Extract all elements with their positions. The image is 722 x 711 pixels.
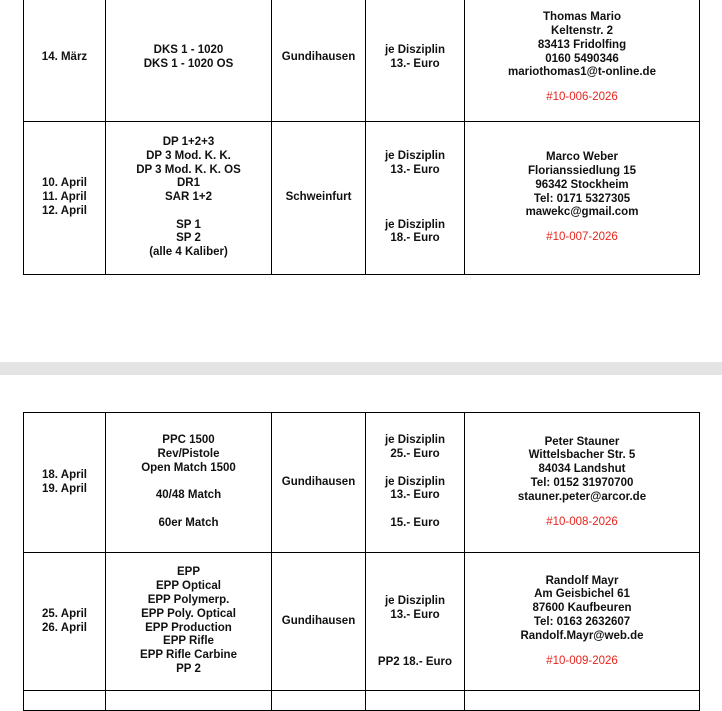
location-text: Gundihausen (281, 475, 356, 488)
contact-city: 84034 Landshut (538, 463, 626, 476)
contact-email: mawekc@gmail.com (525, 206, 639, 219)
discipline-line: EPP Rifle Carbine (140, 649, 237, 662)
location-text: Gundihausen (281, 614, 356, 627)
spacer (106, 503, 271, 517)
event-contact (465, 122, 700, 275)
discipline-line: Rev/Pistole (157, 448, 220, 460)
contact-street: Keltenstr. 2 (551, 24, 613, 37)
event-dates (24, 413, 106, 553)
event-row (24, 413, 700, 553)
discipline-line: DR1 (176, 177, 200, 190)
fee-amount: 13.- Euro (390, 608, 440, 621)
discipline-line: EPP Rifle (163, 635, 214, 648)
event-table-1 (23, 0, 700, 275)
spacer (366, 622, 464, 656)
date-line: 26. April (42, 621, 87, 634)
event-location (272, 122, 366, 275)
discipline-line: DKS 1 - 1020 (153, 44, 224, 57)
contact-name: Marco Weber (545, 151, 618, 164)
event-disciplines (106, 413, 272, 553)
event-location (272, 413, 366, 553)
contact-phone: 0160 5490346 (545, 52, 619, 65)
spacer (106, 476, 271, 490)
contact-name: Peter Stauner (544, 435, 620, 448)
event-number: #10-009-2026 (546, 654, 618, 667)
contact-email: stauner.peter@arcor.de (517, 490, 647, 503)
spacer (366, 178, 464, 219)
discipline-line: DP 1+2+3 (162, 135, 215, 148)
event-location (272, 691, 366, 711)
contact-city: 83413 Fridolfing (537, 38, 627, 51)
event-disciplines (106, 691, 272, 711)
fee-label: je Disziplin (384, 475, 446, 488)
discipline-line: (alle 4 Kaliber) (149, 246, 228, 259)
event-fees (366, 553, 465, 691)
event-row (24, 122, 700, 275)
discipline-line: PPC 1500 (162, 434, 215, 447)
contact-street: Am Geisbichel 61 (534, 588, 630, 601)
discipline-line: DP 3 Mod. K. K. OS (136, 163, 241, 176)
fee-amount: 13.- Euro (390, 58, 440, 70)
fee-label: je Disziplin (384, 44, 446, 57)
event-contact (465, 553, 700, 691)
contact-phone: Tel: 0171 5327305 (533, 192, 631, 205)
contact-phone: Tel: 0163 2632607 (533, 616, 631, 628)
discipline-line: SAR 1+2 (165, 191, 212, 204)
contact-street: Florianssiedlung 15 (528, 164, 636, 177)
contact-street: Wittelsbacher Str. 5 (528, 449, 636, 462)
date-line: 12. April (42, 204, 87, 217)
location-text: Schweinfurt (285, 191, 352, 204)
event-row (24, 0, 700, 122)
discipline-line: SP 1 (176, 218, 201, 231)
event-table-2 (23, 412, 700, 711)
fee-label: je Disziplin (384, 218, 446, 231)
date-line: 25. April (42, 607, 87, 620)
spacer (366, 462, 464, 476)
fee-amount: 18.- Euro (390, 232, 440, 245)
event-fees (366, 0, 465, 122)
event-fees (366, 122, 465, 275)
date-line: 11. April (42, 191, 87, 204)
discipline-line: DKS 1 - 1020 OS (143, 58, 234, 70)
event-contact (465, 691, 700, 711)
discipline-line: EPP Poly. Optical (141, 607, 236, 620)
contact-name: Randolf Mayr (545, 574, 619, 587)
date-line: 10. April (42, 177, 87, 190)
discipline-line: 60er Match (158, 516, 219, 529)
fee-label: je Disziplin (384, 149, 446, 162)
event-fees (366, 413, 465, 553)
contact-name: Thomas Mario (543, 11, 621, 24)
event-dates (24, 691, 106, 711)
event-dates (24, 0, 106, 122)
spacer (366, 573, 464, 595)
fee-amount: 13.- Euro (390, 489, 440, 502)
discipline-line: EPP Optical (156, 580, 221, 593)
event-disciplines (106, 553, 272, 691)
fee-amount: 13.- Euro (390, 163, 440, 176)
date-line: 14. März (41, 51, 88, 64)
event-number: #10-008-2026 (546, 515, 618, 528)
discipline-line: SP 2 (176, 232, 201, 245)
spacer (106, 205, 271, 219)
discipline-line: EPP (176, 566, 200, 579)
fee-amount: PP2 18.- Euro (377, 656, 453, 669)
discipline-line: Open Match 1500 (141, 461, 236, 474)
event-location (272, 0, 366, 122)
fee-amount: 25.- Euro (390, 448, 440, 460)
spacer (366, 503, 464, 517)
event-dates (24, 553, 106, 691)
discipline-line: DP 3 Mod. K. K. (146, 149, 231, 162)
contact-email: mariothomas1@t-online.de (508, 66, 656, 79)
location-text: Gundihausen (281, 51, 356, 64)
discipline-line: PP 2 (176, 662, 201, 675)
discipline-line: 40/48 Match (155, 489, 222, 502)
event-row (24, 553, 700, 691)
page-break-gap (0, 362, 722, 375)
contact-city: 87600 Kaufbeuren (532, 602, 632, 615)
contact-phone: Tel: 0152 31970700 (530, 477, 634, 489)
event-number: #10-006-2026 (546, 91, 618, 104)
contact-email: Randolf.Mayr@web.de (520, 629, 644, 642)
event-location (272, 553, 366, 691)
contact-city: 96342 Stockheim (535, 178, 629, 191)
fee-amount: 15.- Euro (390, 516, 440, 529)
event-dates (24, 122, 106, 275)
date-line: 18. April (42, 468, 87, 481)
discipline-line: EPP Production (145, 621, 232, 634)
event-disciplines (106, 122, 272, 275)
event-disciplines (106, 0, 272, 122)
event-number: #10-007-2026 (546, 231, 618, 244)
fee-label: je Disziplin (384, 594, 446, 607)
event-fees (366, 691, 465, 711)
fee-label: je Disziplin (384, 434, 446, 447)
event-row (24, 691, 700, 711)
event-contact (465, 413, 700, 553)
date-line: 19. April (42, 482, 87, 495)
event-contact (465, 0, 700, 122)
discipline-line: EPP Polymerp. (147, 593, 230, 606)
